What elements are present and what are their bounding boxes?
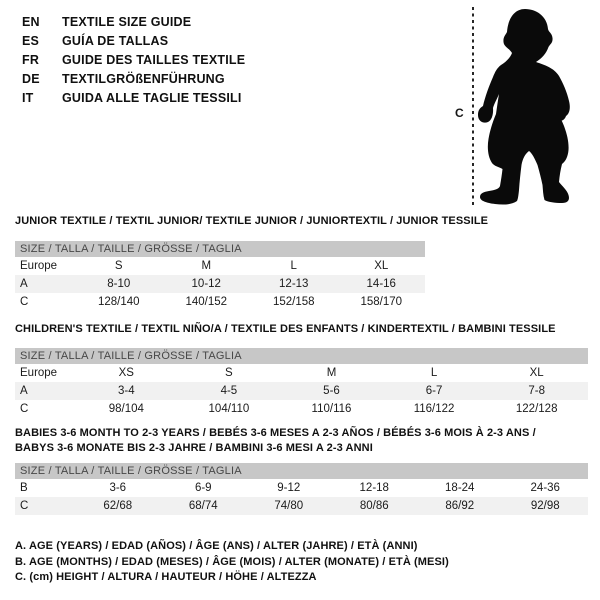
cell: 14-16 [366,278,396,290]
table-row [15,364,588,382]
language-row-de [22,70,245,89]
cell: L [290,260,297,272]
language-code: FR [22,53,40,67]
table-row [15,479,588,497]
table-row [15,400,588,418]
language-code: DE [22,72,40,86]
cell: 122/128 [515,403,558,415]
row-label: A [20,278,28,290]
cell: 10-12 [191,278,221,290]
row-label: C [20,296,29,308]
language-label: GUIDA ALLE TAGLIE TESSILI [62,91,242,105]
cell: L [430,367,438,379]
cell: 98/104 [108,403,144,415]
junior-size-header: SIZE / TALLA / TAILLE / GRÖSSE / TAGLIA [15,241,425,257]
cell: XL [374,260,389,272]
cell: 152/158 [272,296,315,308]
children-table [15,348,588,418]
children-section-title: CHILDREN'S TEXTILE / TEXTIL NIÑO/A / TEXTILE DES ENFANTS / KINDERTEXTIL / BAMBINI TESSILE [15,323,556,335]
babies-title-line2: BABYS 3-6 MONATE BIS 2-3 JAHRE / BAMBINI 3-6 MESI A 2-3 ANNI [15,442,373,454]
babies-title-line1: BABIES 3-6 MONTH TO 2-3 YEARS / BEBÉS 3-6 MESES A 2-3 AÑOS / BÉBÉS 3-6 MOIS À 2-3 ANS / [15,427,536,439]
cell: 92/98 [530,500,560,512]
legend-a: A. AGE (YEARS) / EDAD (AÑOS) / ÂGE (ANS) / ALTER (JAHRE) / ETÀ (ANNI) [15,540,418,552]
legend [15,539,449,586]
junior-section-title: JUNIOR TEXTILE / TEXTIL JUNIOR/ TEXTILE JUNIOR / JUNIORTEXTIL / JUNIOR TESSILE [15,215,489,227]
language-row-it [22,89,245,108]
language-label: GUÍA DE TALLAS [62,34,169,48]
cell: M [201,260,212,272]
cell: 3-4 [117,385,135,397]
cell: 140/152 [185,296,228,308]
cell: 5-6 [323,385,340,397]
cell: 12-13 [279,278,309,290]
language-label: TEXTILGRÖßENFÜHRUNG [62,72,225,86]
cell: 62/68 [103,500,133,512]
row-label: Europe [20,260,58,272]
cell: 104/110 [208,403,250,415]
table-row [15,257,425,275]
language-code: ES [22,34,40,48]
row-label: A [20,385,28,397]
cell: 4-5 [220,385,238,397]
babies-section-title [15,426,536,456]
cell: 128/140 [97,296,140,308]
row-label: B [20,482,28,494]
cell: 68/74 [188,500,218,512]
cell: 8-10 [107,278,131,290]
cell: 110/116 [311,403,352,415]
cell: 9-12 [277,482,301,494]
table-row [15,293,425,311]
language-label: GUIDE DES TAILLES TEXTILE [62,53,246,67]
table-row [15,497,588,515]
language-code: IT [22,91,34,105]
cell: 3-6 [109,482,127,494]
row-label: Europe [20,367,58,379]
babies-table [15,463,588,515]
cell: 24-36 [530,482,560,494]
cell: 6-9 [194,482,212,494]
legend-c: C. (cm) HEIGHT / ALTURA / HAUTEUR / HÖHE / ALTEZZA [15,571,317,583]
cell: M [326,367,337,379]
junior-table [15,241,425,311]
babies-size-header: SIZE / TALLA / TAILLE / GRÖSSE / TAGLIA [15,463,588,479]
table-row [15,382,588,400]
language-row-en [22,13,245,32]
height-figure [440,0,600,215]
cell: XS [118,367,134,379]
table-row [15,275,425,293]
cell: 7-8 [528,385,545,397]
cell: 158/170 [360,296,403,308]
language-list [22,13,245,108]
cell: S [225,367,233,379]
cell: S [114,260,123,272]
cell: 86/92 [445,500,475,512]
language-row-es [22,32,245,51]
row-label: C [20,500,29,512]
cell: 74/80 [274,500,304,512]
language-label: TEXTILE SIZE GUIDE [62,15,192,29]
baby-silhouette-icon [466,2,596,212]
language-row-fr [22,51,245,70]
cell: 80/86 [359,500,389,512]
children-size-header: SIZE / TALLA / TAILLE / GRÖSSE / TAGLIA [15,348,588,364]
cell: XL [529,367,544,379]
language-code: EN [22,15,40,29]
cell: 18-24 [445,482,475,494]
cell: 12-18 [359,482,389,494]
cell: 6-7 [425,385,443,397]
height-marker-c: C [455,106,464,120]
row-label: C [20,403,29,415]
legend-b: B. AGE (MONTHS) / EDAD (MESES) / ÂGE (MOIS) / ALTER (MONATE) / ETÀ (MESI) [15,555,449,568]
cell: 116/122 [413,403,455,415]
